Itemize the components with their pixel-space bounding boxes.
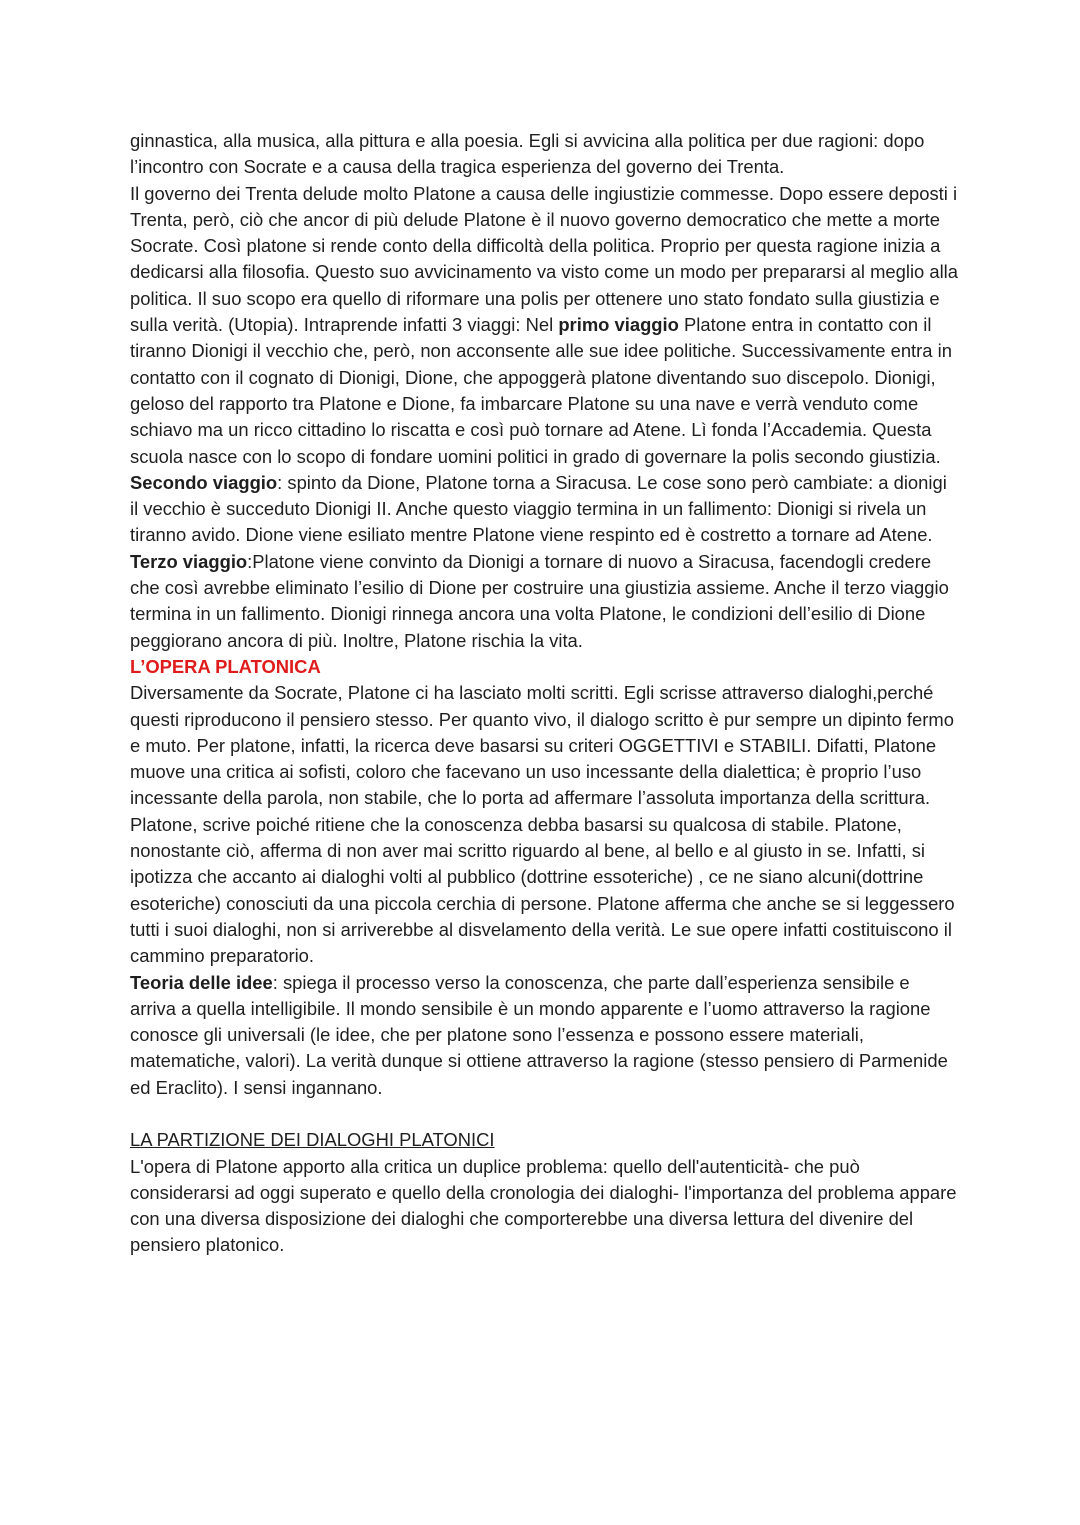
- paragraph-primo-viaggio-text: Platone entra in contatto con il tiranno Dionigi il vecchio che, però, non acconsente alle sue idee politiche. Successivamente entra in contatto con il cognato di Dionigi, Dione, che appoggerà platone diventando suo discepolo. Dionigi, geloso del rapporto tra Platone e Dione, fa imbarcare Platone su una nave e verrà venduto come schiavo ma un ricco cittadino lo riscatta e così può tornare ad Atene. Lì fonda l’Accademia. Questa scuola nasce con lo scopo di fondare uomini politici in grado di governare la polis secondo giustizia.: [130, 314, 952, 467]
- bold-primo-viaggio: primo viaggio: [558, 314, 679, 336]
- paragraph-secondo-viaggio-text: : spinto da Dione, Platone torna a Siracusa. Le cose sono però cambiate: a dionigi il vecchio è succeduto Dionigi II. Anche questo viaggio termina in un fallimento: Dionigi si rivela un tiranno avido. Dione viene esiliato mentre Platone viene respinto ed è costretto a tornare ad Atene.: [130, 471, 947, 546]
- document-page: [130, 128, 960, 1259]
- paragraph-terzo-viaggio: [130, 549, 960, 654]
- blank-line: [130, 1101, 960, 1127]
- paragraph-intro: ginnastica, alla musica, alla pittura e alla poesia. Egli si avvicina alla politica per due ragioni: dopo l’incontro con Socrate e a causa della tragica esperienza del governo dei Trenta.: [130, 130, 925, 178]
- paragraph-terzo-viaggio-text: :Platone viene convinto da Dionigi a tornare di nuovo a Siracusa, facendogli credere che così avrebbe eliminato l’esilio di Dione per costruire una giustizia assieme. Anche il terzo viaggio termina in un fallimento. Dionigi rinnega ancora una volta Platone, le condizioni dell’esilio di Dione peggiorano ancora di più. Inoltre, Platone rischia la vita.: [130, 550, 949, 651]
- bold-terzo-viaggio: Terzo viaggio: [130, 550, 248, 572]
- bold-teoria-idee: Teoria delle idee: [130, 971, 273, 993]
- paragraph-governo-trenta-text: Il governo dei Trenta delude molto Platone a causa delle ingiustizie commesse. Dopo essere deposti i Trenta, però, ciò che ancor di più delude Platone è il nuovo governo democratico che mette a morte Socrate. Così platone si rende conto della difficoltà della politica. Proprio per questa ragione inizia a dedicarsi alla filosofia. Questo suo avvicinamento va visto come un modo per prepararsi al meglio alla politica. Il suo scopo era quello di riformare una polis per ottenere uno stato fondato sulla giustizia e sulla verità. (Utopia). Intraprende infatti 3 viaggi: Nel: [130, 182, 958, 336]
- paragraph-opera-platonica: Diversamente da Socrate, Platone ci ha lasciato molti scritti. Egli scrisse attraverso dialoghi,perché questi riproducono il pensiero stesso. Per quanto vivo, il dialogo scritto è pur sempre un dipinto fermo e muto. Per platone, infatti, la ricerca deve basarsi su criteri OGGETTIVI e STABILI. Difatti, Platone muove una critica ai sofisti, coloro che facevano un uso incessante della dialettica; è proprio l’uso incessante della parola, non stabile, che lo porta ad affermare l’assoluta importanza della scrittura. Platone, scrive poiché ritiene che la conoscenza debba basarsi su qualcosa di stabile. Platone, nonostante ciò, afferma di non aver mai scritto riguardo al bene, al bello e al giusto in se. Infatti, si ipotizza che accanto ai dialoghi volti al pubblico (dottrine essoteriche) , ce ne siano alcuni(dottrine esoteriche) conosciuti da una piccola cerchia di persone. Platone afferma che anche se si leggessero tutti i suoi dialoghi, non si arriverebbe al disvelamento della verità. Le sue opere infatti costituiscono il cammino preparatorio.: [130, 682, 955, 967]
- paragraph-teoria-idee: [130, 970, 960, 1101]
- paragraph-partizione-dialoghi: L'opera di Platone apporto alla critica un duplice problema: quello dell'autenticità- che può considerarsi ad oggi superato e quello della cronologia dei dialoghi- l'importanza del problema appare con una diversa disposizione dei dialoghi che comporterebbe una diversa lettura del divenire del pensiero platonico.: [130, 1155, 957, 1256]
- paragraph-governo-trenta: [130, 181, 960, 470]
- heading-partizione-dialoghi: LA PARTIZIONE DEI DIALOGHI PLATONICI: [130, 1129, 495, 1151]
- bold-secondo-viaggio: Secondo viaggio: [130, 471, 278, 493]
- paragraph-secondo-viaggio: [130, 470, 960, 549]
- heading-opera-platonica: L’OPERA PLATONICA: [130, 655, 321, 677]
- paragraph-teoria-idee-text: : spiega il processo verso la conoscenza, che parte dall’esperienza sensibile e arriva a quella intelligibile. Il mondo sensibile è un mondo apparente e l’uomo attraverso la ragione conosce gli universali (le idee, che per platone sono l’essenza e possono essere materiali, matematiche, valori). La verità dunque si ottiene attraverso la ragione (stesso pensiero di Parmenide ed Eraclito). I sensi ingannano.: [130, 971, 948, 1098]
